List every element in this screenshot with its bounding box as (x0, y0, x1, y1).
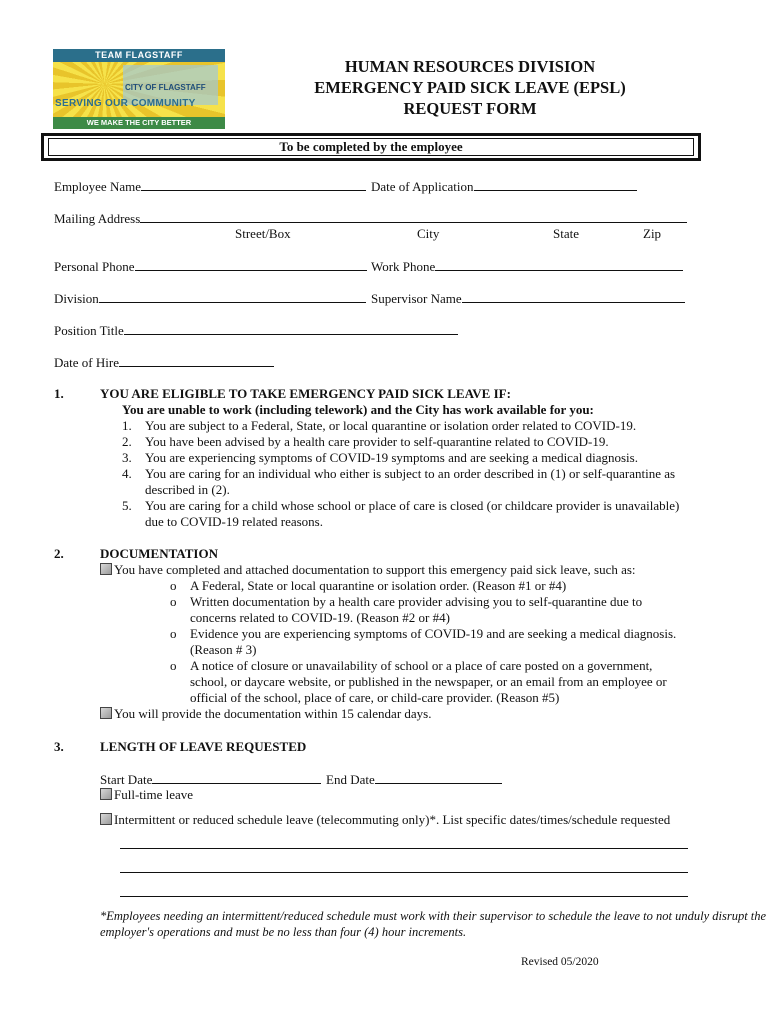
instruction-banner (41, 133, 701, 161)
end-date-field[interactable] (326, 771, 502, 787)
title-line-2: EMERGENCY PAID SICK LEAVE (EPSL) (314, 78, 626, 97)
documentation-example-cont: concerns related to COVID-19. (Reason #2 or #4) (190, 610, 450, 625)
documentation-example-cont: (Reason # 3) (190, 642, 257, 657)
documentation-later-checkbox[interactable] (100, 707, 112, 719)
documentation-attached-option[interactable] (100, 562, 636, 577)
full-time-leave-label: Full-time leave (114, 787, 194, 802)
intermittent-leave-label: Intermittent or reduced schedule leave (telecommuting only)*. List specific dates/times/schedule requested (114, 812, 671, 827)
eligibility-item-text: You are caring for a child whose school or place of care is closed (or childcare provider is unavailable) (145, 498, 680, 513)
eligibility-item-number: 5. (122, 498, 132, 513)
personal-phone-line[interactable] (135, 258, 367, 271)
documentation-later-label: You will provide the documentation within 15 calendar days. (114, 706, 432, 721)
supervisor-name-line[interactable] (462, 290, 685, 303)
documentation-example-cont: school, or daycare website, or published in the newspaper, or an email from an employee or (190, 674, 667, 689)
documentation-example: A Federal, State or local quarantine or isolation order. (Reason #1 or #4) (190, 578, 567, 593)
employee-name-field[interactable] (54, 178, 366, 194)
banner-text: To be completed by the employee (48, 138, 694, 156)
documentation-example: Written documentation by a health care provider advising you to self-quarantine due to (190, 594, 643, 609)
date-of-hire-field[interactable] (54, 354, 274, 370)
mailing-address-label: Mailing Address (54, 211, 141, 226)
position-title-line[interactable] (124, 322, 458, 335)
title-line-3: REQUEST FORM (403, 99, 537, 118)
documentation-attached-label: You have completed and attached documentation to support this emergency paid sick leave, such as: (114, 562, 636, 577)
documentation-example: Evidence you are experiencing symptoms of COVID-19 and are seeking a medical diagnosis. (190, 626, 677, 641)
division-label: Division (54, 291, 99, 306)
footnote-line-1: *Employees needing an intermittent/reduced schedule must work with their supervisor to schedule the leave to not unduly disrupt the (100, 909, 767, 923)
work-phone-label: Work Phone (371, 259, 436, 274)
zip-caption: Zip (643, 226, 662, 241)
date-of-application-field[interactable] (371, 178, 637, 194)
date-of-hire-label: Date of Hire (54, 355, 119, 370)
section-2-number: 2. (54, 546, 64, 561)
city-caption: City (417, 226, 440, 241)
title-line-1: HUMAN RESOURCES DIVISION (344, 57, 596, 76)
position-title-field[interactable] (54, 322, 458, 338)
logo-serving-text: SERVING OUR COMMUNITY (55, 98, 196, 109)
mailing-address-line[interactable] (140, 210, 687, 223)
end-date-label: End Date (326, 772, 375, 787)
documentation-example: A notice of closure or unavailability of school or a place of care posted on a government, (190, 658, 653, 673)
work-phone-line[interactable] (435, 258, 683, 271)
schedule-line-1[interactable] (120, 848, 688, 849)
supervisor-name-field[interactable] (371, 290, 685, 306)
street-box-caption: Street/Box (235, 226, 291, 241)
personal-phone-field[interactable] (54, 258, 367, 274)
end-date-line[interactable] (375, 771, 502, 784)
section-2-heading: DOCUMENTATION (100, 546, 218, 561)
section-1-heading: YOU ARE ELIGIBLE TO TAKE EMERGENCY PAID SICK LEAVE IF: (100, 386, 511, 401)
eligibility-item-text-cont: described in (2). (145, 482, 230, 497)
logo-top-text: TEAM FLAGSTAFF (53, 49, 225, 62)
bullet-icon: o (170, 578, 177, 593)
section-3-number: 3. (54, 739, 64, 754)
date-of-application-line[interactable] (474, 178, 637, 191)
footnote-line-2: employer's operations and must be no less than four (4) hour increments. (100, 925, 467, 939)
form-title (270, 56, 670, 119)
revision-date: Revised 05/2020 (521, 956, 599, 968)
bullet-icon: o (170, 594, 177, 609)
supervisor-name-label: Supervisor Name (371, 291, 462, 306)
city-logo (53, 49, 225, 129)
date-of-application-label: Date of Application (371, 179, 474, 194)
eligibility-item-number: 3. (122, 450, 132, 465)
section-1-number: 1. (54, 386, 64, 401)
full-time-leave-checkbox[interactable] (100, 788, 112, 800)
mailing-address-field[interactable] (54, 210, 687, 226)
start-date-line[interactable] (152, 771, 321, 784)
intermittent-leave-checkbox[interactable] (100, 813, 112, 825)
state-caption: State (553, 226, 579, 241)
eligibility-item-text: You are caring for an individual who either is subject to an order described in (1) or self-quarantine as (145, 466, 676, 481)
documentation-attached-checkbox[interactable] (100, 563, 112, 575)
full-time-leave-option[interactable] (100, 787, 193, 802)
eligibility-item-number: 2. (122, 434, 132, 449)
personal-phone-label: Personal Phone (54, 259, 135, 274)
employee-name-label: Employee Name (54, 179, 141, 194)
eligibility-item-text: You are subject to a Federal, State, or local quarantine or isolation order related to COVID-19. (145, 418, 637, 433)
start-date-label: Start Date (100, 772, 153, 787)
schedule-line-3[interactable] (120, 896, 688, 897)
logo-city-text: CITY OF FLAGSTAFF (125, 83, 206, 92)
section-1-subheading: You are unable to work (including telework) and the City has work available for you: (122, 402, 594, 417)
eligibility-item-text: You are experiencing symptoms of COVID-19 symptoms and are seeking a medical diagnosis. (145, 450, 638, 465)
logo-bottom-text: WE MAKE THE CITY BETTER (53, 117, 225, 129)
section-3-heading: LENGTH OF LEAVE REQUESTED (100, 739, 307, 754)
documentation-later-option[interactable] (100, 706, 431, 721)
division-line[interactable] (99, 290, 366, 303)
documentation-example-cont: official of the school, place of care, or child-care provider. (Reason #5) (190, 690, 560, 705)
bullet-icon: o (170, 658, 177, 673)
position-title-label: Position Title (54, 323, 124, 338)
bullet-icon: o (170, 626, 177, 641)
eligibility-item-number: 1. (122, 418, 132, 433)
division-field[interactable] (54, 290, 366, 306)
eligibility-item-text-cont: due to COVID-19 related reasons. (145, 514, 323, 529)
start-date-field[interactable] (100, 771, 321, 787)
work-phone-field[interactable] (371, 258, 683, 274)
schedule-line-2[interactable] (120, 872, 688, 873)
eligibility-item-number: 4. (122, 466, 132, 481)
intermittent-leave-option[interactable] (100, 812, 670, 827)
eligibility-item-text: You have been advised by a health care provider to self-quarantine related to COVID-19. (145, 434, 609, 449)
employee-name-line[interactable] (141, 178, 366, 191)
date-of-hire-line[interactable] (119, 354, 274, 367)
